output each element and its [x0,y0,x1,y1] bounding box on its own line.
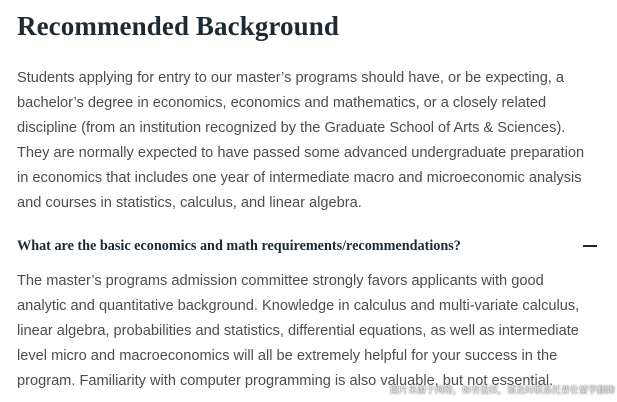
minus-icon-bar [583,245,597,248]
answer-line: level micro and macroeconomics will all be extremely helpful for your success in the [17,348,558,364]
answer-line: The master’s programs admission committee strongly favors applicants with good [17,273,544,289]
intro-line: discipline (from an institution recognized by the Graduate School of Arts & Sciences). [17,120,566,136]
faq-question: What are the basic economics and math requirements/recommendations? [17,237,461,254]
intro-line: bachelor’s degree in economics, economics and mathematics, or a closely related [17,95,547,111]
page-title: Recommended Background [17,11,339,41]
content-section [17,0,607,389]
intro-line: Students applying for entry to our master’s programs should have, or be expecting, a [17,70,565,86]
faq-answer [17,269,607,394]
watermark-text: 图片来源于网络，如有侵权，请及时联系托普仕留学删除 [389,386,615,396]
answer-line: analytic and quantitative background. Knowledge in calculus and multi-variate calculus, [17,298,580,314]
intro-line: They are normally expected to have passed some advanced undergraduate preparation [17,145,585,161]
answer-line: linear algebra, probabilities and statistics, differential equations, as well as intermediate [17,323,579,339]
answer-line: program. Familiarity with computer programming is also valuable, but not essential. [17,373,554,389]
intro-paragraph [17,66,607,216]
minus-icon[interactable] [583,239,597,253]
intro-line: and courses in statistics, calculus, and linear algebra. [17,195,362,211]
faq-accordion-header[interactable] [17,234,597,258]
intro-line: in economics that includes one year of intermediate macro and microeconomic analysis [17,170,582,186]
